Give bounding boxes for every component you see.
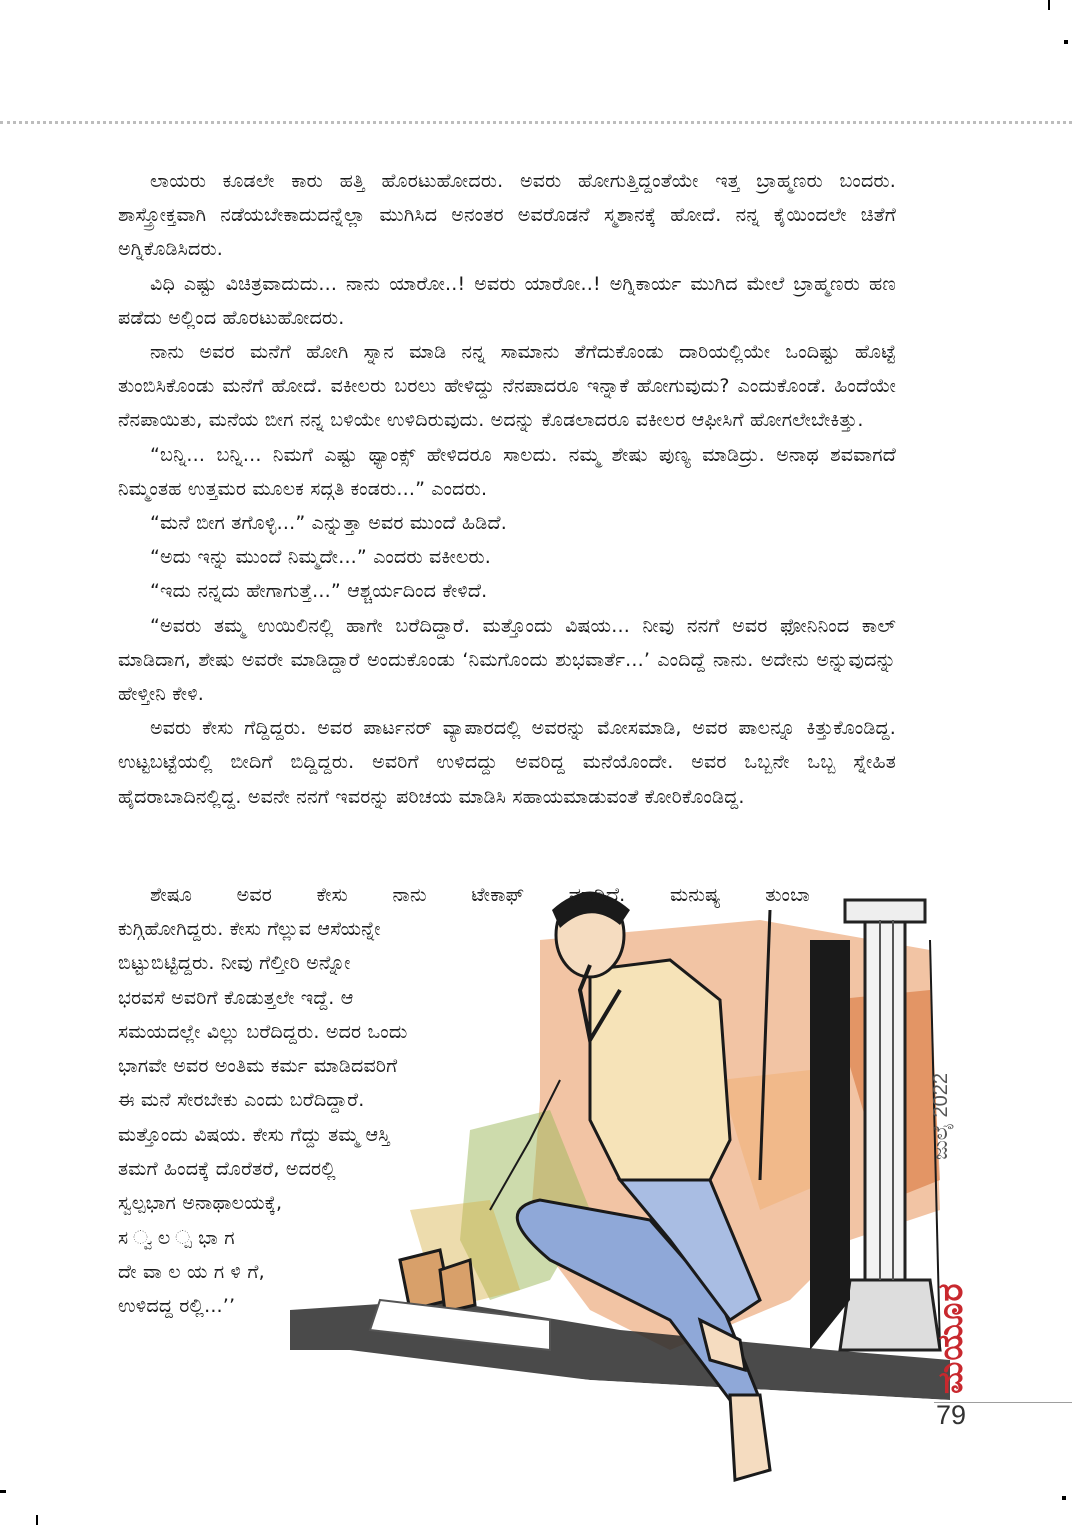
paragraph: “ಇದು ನನ್ನದು ಹೇಗಾಗುತ್ತೆ...” ಆಶ್ಚರ್ಯದಿಂದ ಕೇಳಿದೆ. [150, 580, 488, 603]
paragraph: “ಅದು ಇನ್ನು ಮುಂದೆ ನಿಮ್ಮದೇ...” ಎಂದರು ವಕೀಲರು. [150, 546, 492, 569]
wrap-line: ಕುಗ್ಗಿಹೋಗಿದ್ದರು. ಕೇಸು ಗೆಲ್ಲುವ ಆಸೆಯನ್ನೇ [118, 918, 381, 940]
paragraph: “ಮನೆ ಬೀಗ ತಗೊಳ್ಳಿ...” ಎನ್ನುತ್ತಾ ಅವರ ಮುಂದೆ ಹಿಡಿದೆ. [150, 512, 507, 535]
crop-mark-bottom-mid [36, 1515, 38, 1525]
wrap-line: ಸಮಯದಲ್ಲೇ ವಿಲ್ಲು ಬರೆದಿದ್ದರು. ಅದರ ಒಂದು [118, 1020, 408, 1043]
magazine-masthead: ಮಯೂರ [931, 1282, 971, 1394]
paragraph: “ಅವರು ತಮ್ಮ ಉಯಿಲಿನಲ್ಲಿ ಹಾಗೇ ಬರೆದಿದ್ದಾರೆ. ಮತ್ತೊಂದು ವಿಷಯ... ನೀವು ನನಗೆ ಅವರ ಫೋನಿನಿಂದ ಕಾಲ್ ಮಾಡಿದಾಗ, ಶೇಷು ಅವರೇ ಮಾಡಿದ್ದಾರೆ ಅಂದುಕೊಂಡು ‘ನಿಮಗೊಂದು ಶುಭವಾರ್ತೆ...’ ಎಂದಿದ್ದೆ ನಾನು. ಅದೇನು ಅನ್ನುವುದನ್ನು ಹೇಳ್ತೀನಿ ಕೇಳಿ. [118, 614, 896, 706]
paragraph: ಲಾಯರು ಕೂಡಲೇ ಕಾರು ಹತ್ತಿ ಹೊರಟುಹೋದರು. ಅವರು ಹೋಗುತ್ತಿದ್ದಂತೆಯೇ ಇತ್ತ ಬ್ರಾಹ್ಮಣರು ಬಂದರು. ಶಾಸ್ತ್ರೋಕ್ತವಾಗಿ ನಡೆಯಬೇಕಾದುದನ್ನೆಲ್ಲಾ ಮುಗಿಸಿದ ಅನಂತರ ಅವರೊಡನೆ ಸ್ಮಶಾನಕ್ಕೆ ಹೋದೆ. ನನ್ನ ಕೈಯಿಂದಲೇ ಚಿತೆಗೆ ಅಗ್ನಿಕೊಡಿಸಿದರು. [118, 170, 896, 261]
article-body [118, 164, 896, 814]
wrap-line: ಸ್ವಲ್ಪಭಾಗ ಅನಾಥಾಲಯಕ್ಕೆ, [118, 1192, 283, 1215]
crop-mark-top-right [1048, 0, 1050, 10]
wrap-line: ಮತ್ತೊಂದು ವಿಷಯ. ಕೇಸು ಗೆದ್ದು ತಮ್ಮ ಆಸ್ತಿ [118, 1123, 391, 1146]
crop-mark-right-upper [1064, 40, 1068, 44]
paragraph: “ಬನ್ನಿ... ಬನ್ನಿ... ನಿಮಗೆ ಎಷ್ಟು ಥ್ಯಾಂಕ್ಸ್ ಹೇಳಿದರೂ ಸಾಲದು. ನಮ್ಮ ಶೇಷು ಪುಣ್ಯ ಮಾಡಿದ್ರು. ಅನಾಥ ಶವವಾಗದೆ ನಿಮ್ಮಂತಹ ಉತ್ತಮರ ಮೂಲಕ ಸದ್ಗತಿ ಕಂಡರು...” ಎಂದರು. [118, 443, 896, 500]
paragraph: ವಿಧಿ ಎಷ್ಟು ವಿಚಿತ್ರವಾದುದು... ನಾನು ಯಾರೋ..! ಅವರು ಯಾರೋ..! ಅಗ್ನಿಕಾರ್ಯ ಮುಗಿದ ಮೇಲೆ ಬ್ರಾಹ್ಮಣರು ಹಣ ಪಡೆದು ಅಲ್ಲಿಂದ ಹೊರಟುಹೋದರು. [118, 272, 896, 329]
wrap-line: ಬಿಟ್ಟುಬಿಟ್ಟಿದ್ದರು. ನೀವು ಗೆಲ್ತೀರಿ ಅನ್ನೋ [118, 952, 351, 975]
wrap-line: ದೇ ವಾ ಲ ಯ ಗ ಳಿ ಗೆ, [118, 1260, 265, 1283]
header-dotted-rule [0, 121, 1072, 124]
paragraph: ನಾನು ಅವರ ಮನೆಗೆ ಹೋಗಿ ಸ್ನಾನ ಮಾಡಿ ನನ್ನ ಸಾಮಾನು ತೆಗೆದುಕೊಂಡು ದಾರಿಯಲ್ಲಿಯೇ ಒಂದಿಷ್ಟು ಹೊಟ್ಟೆ ತುಂಬಿಸಿಕೊಂಡು ಮನೆಗೆ ಹೋದೆ. ವಕೀಲರು ಬರಲು ಹೇಳಿದ್ದು ನೆನಪಾದರೂ ಇನ್ನಾಕೆ ಹೋಗುವುದು? ಎಂದುಕೊಂಡೆ. ಹಿಂದೆಯೇ ನೆನಪಾಯಿತು, ಮನೆಯ ಬೀಗ ನನ್ನ ಬಳಿಯೇ ಉಳಿದಿರುವುದು. ಅದನ್ನು ಕೊಡಲಾದರೂ ವಕೀಲರ ಆಫೀಸಿಗೆ ಹೋಗಲೇಬೇಕಿತ್ತು. [118, 341, 896, 432]
wrap-line: ಭಾಗವೇ ಅವರ ಅಂತಿಮ ಕರ್ಮ ಮಾಡಿದವರಿಗೆ [118, 1055, 398, 1078]
wrap-column [118, 912, 523, 1324]
wrap-line: ಭರವಸೆ ಅವರಿಗೆ ಕೊಡುತ್ತಲೇ ಇದ್ದೆ. ಆ [118, 986, 354, 1009]
wrap-line: ಸ ್ವ ಲ ್ಪ ಭಾ ಗ [118, 1226, 235, 1249]
wrap-line: ಉಳಿದದ್ದ ರಲ್ಲಿ...’’ [118, 1295, 236, 1318]
wrap-line: ತಮಗೆ ಹಿಂದಕ್ಕೆ ದೊರೆತರೆ, ಅದರಲ್ಲಿ [118, 1158, 336, 1181]
wrap-line: ಶೇಷೂ ಅವರ ಕೇಸು ನಾನು ಟೇಕಾಫ್ ಮಾಡಿದೆ. ಮನುಷ್ಯ ತುಂಬಾ [150, 884, 810, 906]
crop-mark-bottom-left [0, 1490, 6, 1493]
page-number: 79 [936, 1400, 967, 1430]
wrap-paragraph-lead [118, 878, 810, 912]
paragraph: ಅವರು ಕೇಸು ಗೆದ್ದಿದ್ದರು. ಅವರ ಪಾರ್ಟನರ್ ವ್ಯಾಪಾರದಲ್ಲಿ ಅವರನ್ನು ಮೋಸಮಾಡಿ, ಅವರ ಪಾಲನ್ನೂ ಕಿತ್ತುಕೊಂಡಿದ್ದ. ಉಟ್ಟಬಟ್ಟೆಯಲ್ಲಿ ಬೀದಿಗೆ ಬಿದ್ದಿದ್ದರು. ಅವರಿಗೆ ಉಳಿದದ್ದು ಅವರಿದ್ದ ಮನೆಯೊಂದೇ. ಅವರ ಒಬ್ಬನೇ ಒಬ್ಬ ಸ್ನೇಹಿತ ಹೈದರಾಬಾದಿನಲ್ಲಿದ್ದ. ಅವನೇ ನನಗೆ ಇವರನ್ನು ಪರಿಚಯ ಮಾಡಿಸಿ ಸಹಾಯಮಾಡುವಂತೆ ಕೋರಿಕೊಂಡಿದ್ದ. [118, 717, 896, 808]
wrap-line: ಈ ಮನೆ ಸೇರಬೇಕು ಎಂದು ಬರೆದಿದ್ದಾರೆ. [118, 1089, 365, 1112]
issue-date: ಜುಲೈ 2022 [930, 1073, 952, 1160]
